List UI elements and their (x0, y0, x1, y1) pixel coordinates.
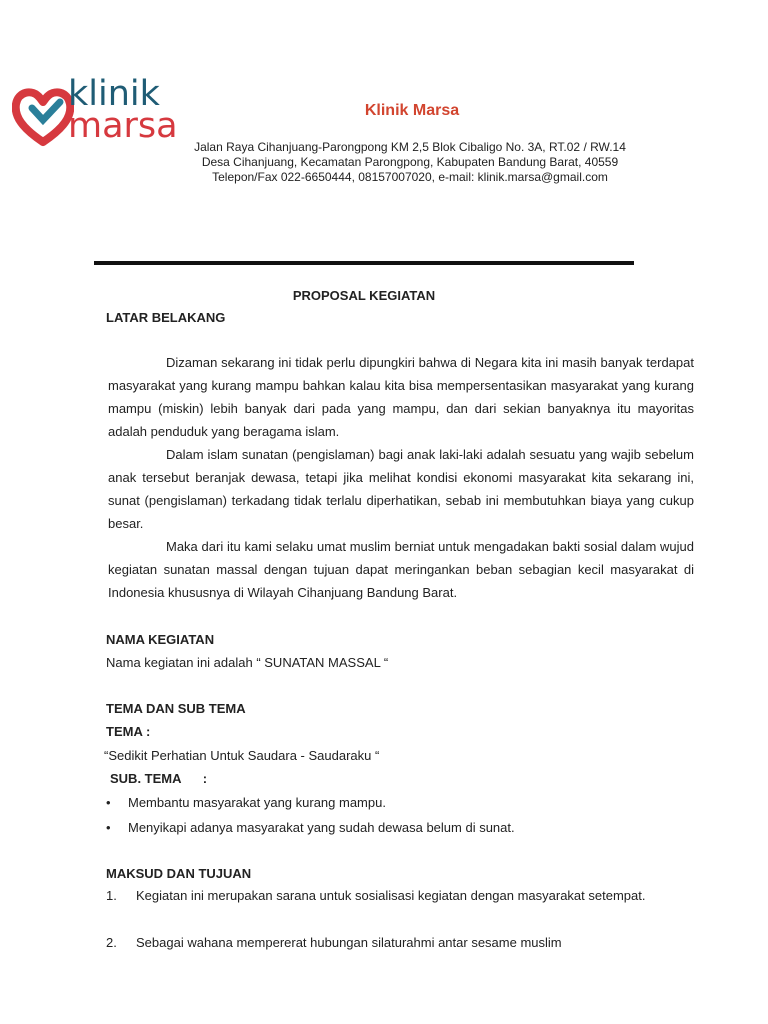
contact-line: Telepon/Fax 022-6650444, 08157007020, e-mail: klinik.marsa@gmail.com (212, 170, 608, 184)
bullet-icon: • (106, 795, 111, 810)
item-number: 1. (106, 888, 117, 903)
paragraph: Dizaman sekarang ini tidak perlu dipungkiri bahwa di Negara kita ini masih banyak terdapat masyarakat yang kurang mampu bahkan kalau kita bisa mempersentasikan masyarakat yang kurang mampu (miskin) lebih banyak dari pada yang mampu, dan dari sekian banyaknya itu mayoritas adalah penduduk yang beragama islam. (108, 355, 694, 439)
tema-label: TEMA : (106, 724, 151, 739)
tema-text: “Sedikit Perhatian Untuk Saudara - Saudaraku “ (104, 748, 380, 763)
numbered-item (106, 884, 695, 932)
section-heading-maksud-tujuan: MAKSUD DAN TUJUAN (106, 866, 252, 881)
address-line: Jalan Raya Cihanjuang-Parongpong KM 2,5 Blok Cibaligo No. 3A, RT.02 / RW.14 (194, 140, 626, 154)
heart-logo-icon (12, 84, 74, 148)
document-title: PROPOSAL KEGIATAN (292, 288, 436, 303)
list-item-text: Menyikapi adanya masyarakat yang sudah dewasa belum di sunat. (128, 820, 515, 835)
logo-word-marsa: marsa (68, 106, 178, 146)
item-text: Kegiatan ini merupakan sarana untuk sosialisasi kegiatan dengan masyarakat setempat. (136, 888, 646, 903)
section-heading-nama-kegiatan: NAMA KEGIATAN (106, 632, 215, 647)
activity-name: Nama kegiatan ini adalah “ SUNATAN MASSAL “ (106, 655, 389, 670)
clinic-logo (10, 74, 178, 152)
item-number: 2. (106, 935, 117, 950)
clinic-name: Klinik Marsa (364, 102, 460, 119)
paragraph: Dalam islam sunatan (pengislaman) bagi anak laki-laki adalah sesuatu yang wajib sebelum anak tersebut beranjak dewasa, tetapi jika melihat kondisi ekonomi masyarakat kita sekarang ini, sunat (pengislaman) terkadang tidak terlalu diperhatikan, sebab ini membutuhkan biaya yang cukup besar. (108, 447, 694, 531)
section-heading-latar-belakang: LATAR BELAKANG (106, 310, 226, 325)
logo-word-klinik: klinik (68, 74, 160, 114)
section-heading-tema: TEMA DAN SUB TEMA (106, 701, 246, 716)
address-line: Desa Cihanjuang, Kecamatan Parongpong, Kabupaten Bandung Barat, 40559 (201, 155, 619, 169)
list-item-text: Membantu masyarakat yang kurang mampu. (128, 795, 386, 810)
numbered-item (106, 931, 695, 955)
paragraph: Maka dari itu kami selaku umat muslim berniat untuk mengadakan bakti sosial dalam wujud kegiatan sunatan massal dengan tujuan dapat meringankan beban sebagian kecil masyarakat di Indonesia khususnya di Wilayah Cihanjuang Bandung Barat. (108, 539, 694, 600)
clinic-address (150, 140, 670, 185)
header-divider (94, 261, 634, 265)
sub-tema-label: SUB. TEMA : (110, 771, 208, 786)
bullet-icon: • (106, 820, 111, 835)
item-text: Sebagai wahana mempererat hubungan silaturahmi antar sesame muslim (136, 935, 562, 950)
